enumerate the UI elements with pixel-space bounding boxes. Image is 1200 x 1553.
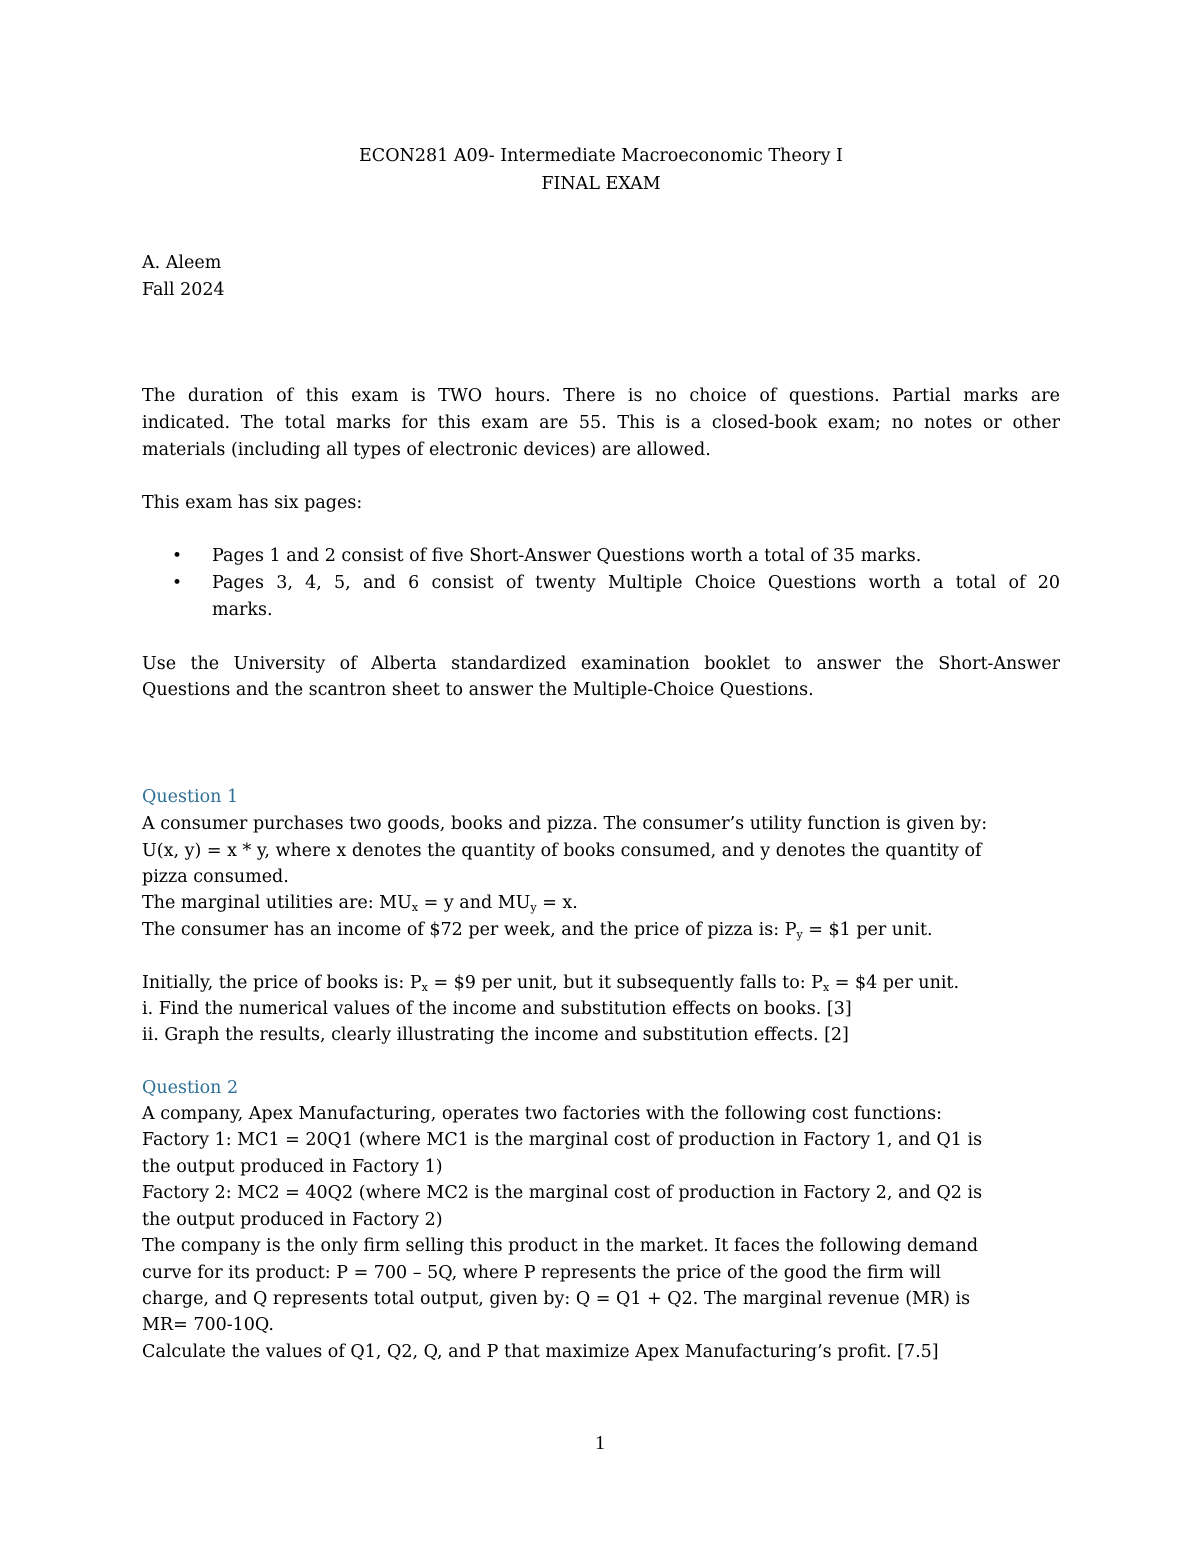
q2-line-6: The company is the only firm selling this product in the market. It faces the following demand	[142, 1236, 979, 1256]
exam-title: FINAL EXAM	[541, 174, 661, 194]
intro-line-2: indicated. The total marks for this exam are 55. This is a closed-book exam; no notes or other	[142, 413, 1060, 433]
q2-line-2: Factory 1: MC1 = 20Q1 (where MC1 is the marginal cost of production in Factory 1, and Q1 is	[142, 1130, 983, 1150]
pages-intro: This exam has six pages:	[142, 493, 363, 513]
q1-line-6: Initially, the price of books is: $P_x$ = $9 per unit, but it subsequently falls to: $P_x$ = $4 per unit.	[142, 973, 960, 994]
question-2-heading: Question 2	[142, 1078, 239, 1098]
q2-line-4: Factory 2: MC2 = 40Q2 (where MC2 is the marginal cost of production in Factory 2, and Q2 is	[142, 1183, 983, 1203]
q1-part-ii: ii. Graph the results, clearly illustrating the income and substitution effects. [2]	[142, 1025, 849, 1045]
q2-line-7: curve for its product: P = 700 – 5Q, where P represents the price of the good the firm will	[142, 1263, 941, 1283]
question-1-heading: Question 1	[142, 787, 239, 807]
intro-line-1: The duration of this exam is TWO hours. There is no choice of questions. Partial marks are	[142, 386, 1060, 406]
intro-line-3: materials (including all types of electronic devices) are allowed.	[142, 440, 711, 460]
booklet-line-1: Use the University of Alberta standardized examination booklet to answer the Short-Answer	[142, 654, 1060, 674]
bullet-icon: •	[172, 546, 183, 566]
q2-line-1: A company, Apex Manufacturing, operates two factories with the following cost functions:	[142, 1104, 942, 1124]
course-title: ECON281 A09- Intermediate Macroeconomic Theory I	[359, 146, 843, 166]
q1-line-1: A consumer purchases two goods, books and pizza. The consumer’s utility function is given by:	[142, 814, 988, 834]
q2-line-10: Calculate the values of Q1, Q2, Q, and P that maximize Apex Manufacturing’s profit. [7.5]	[142, 1342, 939, 1362]
instructor-name: A. Aleem	[142, 253, 222, 273]
q1-line-2: U(x, y) = x * y, where x denotes the quantity of books consumed, and y denotes the quantity of	[142, 841, 982, 861]
q2-line-8: charge, and Q represents total output, given by: Q = Q1 + Q2. The marginal revenue (MR) is	[142, 1289, 971, 1309]
booklet-line-2: Questions and the scantron sheet to answer the Multiple-Choice Questions.	[142, 680, 814, 700]
page-number: 1	[595, 1432, 605, 1454]
bullet-icon: •	[172, 573, 183, 593]
q2-line-3: the output produced in Factory 1)	[142, 1157, 443, 1177]
q1-line-4: The marginal utilities are: $MU_x = y$ and $MU_y = x$.	[142, 893, 578, 914]
q2-line-9: MR= 700-10Q.	[142, 1315, 274, 1335]
term: Fall 2024	[142, 280, 225, 300]
q2-line-5: the output produced in Factory 2)	[142, 1210, 443, 1230]
q1-line-5: The consumer has an income of $72 per week, and the price of pizza is: $P_y$ = $1 per unit.	[142, 920, 933, 941]
q1-part-i: i. Find the numerical values of the income and substitution effects on books. [3]	[142, 999, 852, 1019]
q1-line-3: pizza consumed.	[142, 867, 289, 887]
